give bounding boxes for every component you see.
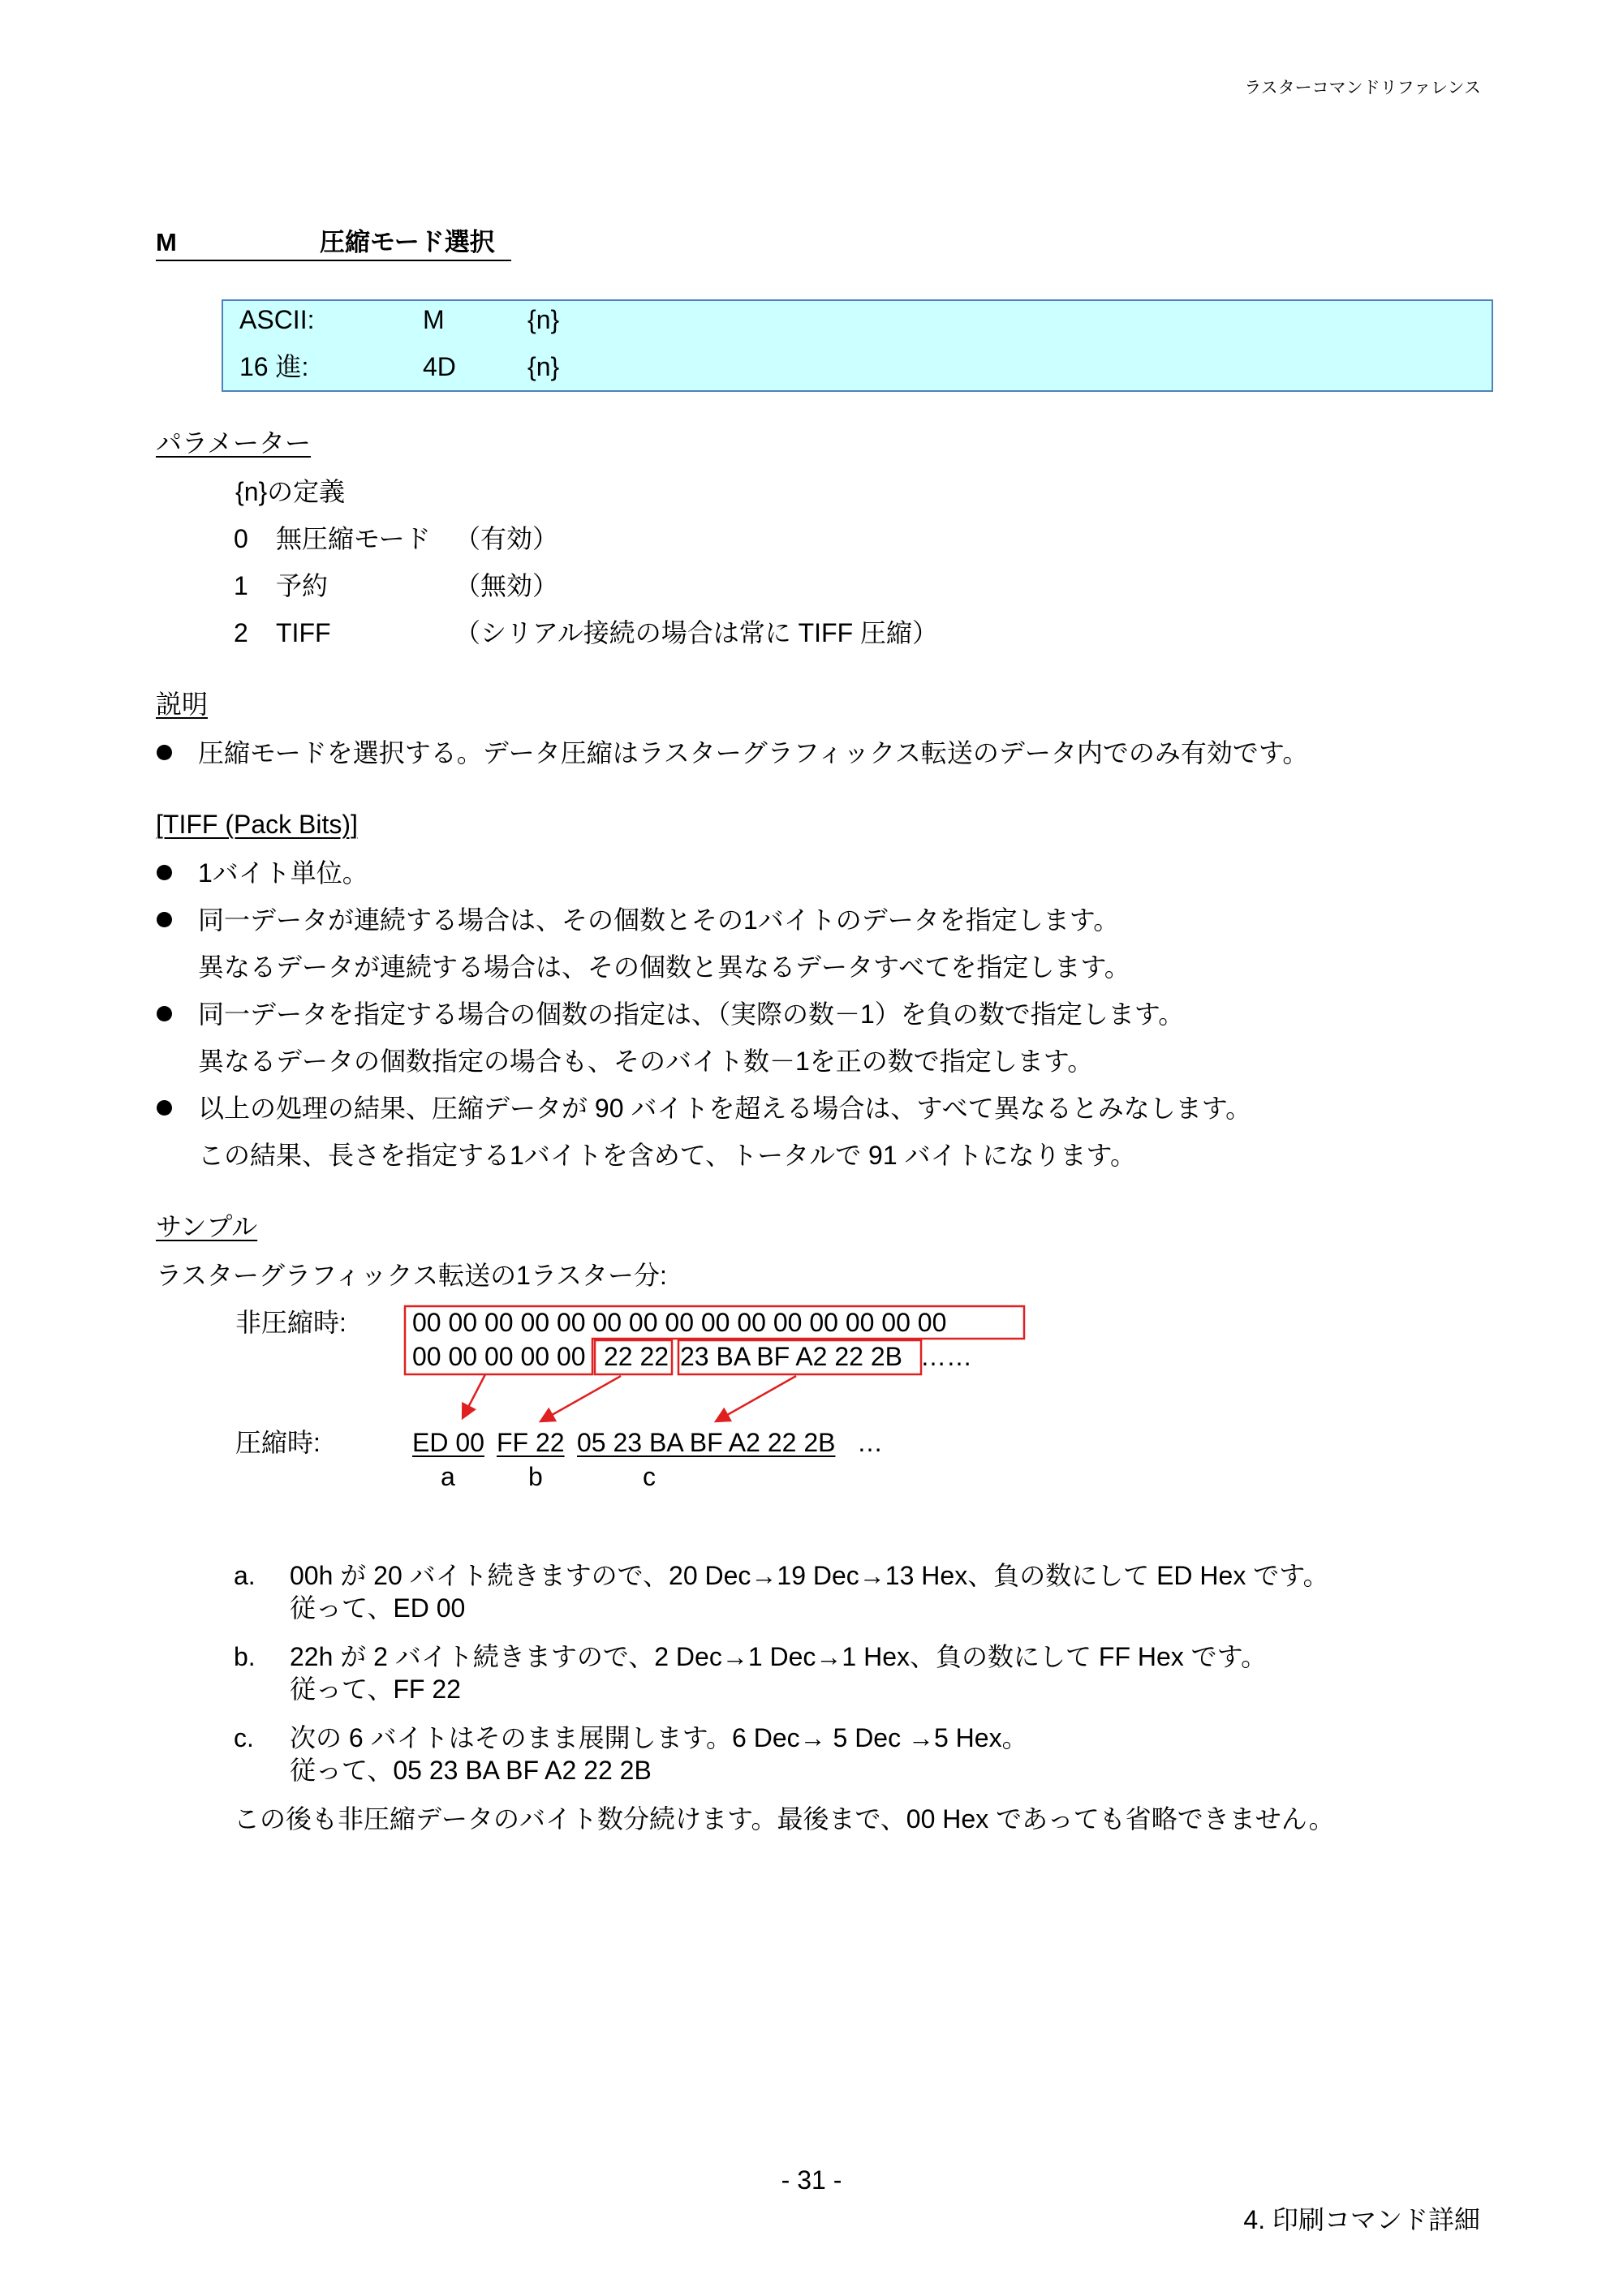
parameter-name: 予約 <box>276 571 329 600</box>
running-header: ラスターコマンドリファレンス <box>1244 79 1481 97</box>
tiff-bullet-text: この結果、長さを指定する1バイトを含めて、トータルで 91 バイトになります。 <box>198 1141 1136 1170</box>
ascii-label: ASCII: <box>239 305 315 334</box>
explanation-result: 従って、05 23 BA BF A2 22 2B <box>290 1756 652 1785</box>
description-text: 圧縮モードを選択する。データ圧縮はラスターグラフィックス転送のデータ内でのみ有効です。 <box>198 738 1309 767</box>
tiff-bullet-text: 異なるデータの個数指定の場合も、そのバイト数－1を正の数で指定します。 <box>198 1047 1094 1076</box>
command-code: M <box>156 228 177 256</box>
page-number: - 31 - <box>781 2165 842 2195</box>
bullet-icon <box>157 865 172 880</box>
parameter-note: （無効） <box>454 571 559 600</box>
arrow-to-a <box>463 1374 485 1418</box>
explanation-marker: c. <box>234 1723 254 1752</box>
uncompressed-zero-run: 00 00 00 00 00 <box>412 1342 586 1371</box>
arrow-to-c <box>716 1376 796 1421</box>
explanation-marker: b. <box>234 1642 256 1671</box>
parameter-note: （有効） <box>454 524 559 553</box>
parameter-value: 2 <box>234 618 248 647</box>
uncompressed-ellipsis: …… <box>920 1342 972 1371</box>
uncompressed-repeat-run: 22 22 <box>604 1342 669 1371</box>
explanation-text: 次の 6 バイトはそのまま展開します。6 Dec→ 5 Dec →5 Hex。 <box>290 1723 1028 1752</box>
tag-b: b <box>528 1462 543 1491</box>
tiff-bullet-text: 同一データを指定する場合の個数の指定は、（実際の数－1）を負の数で指定します。 <box>198 1000 1185 1029</box>
command-name: 圧縮モード選択 <box>320 228 495 256</box>
compressed-c: 05 23 BA BF A2 22 2B <box>577 1428 836 1457</box>
tiff-bullet-text: 1バイト単位。 <box>198 858 368 888</box>
tiff-bullet-text: 以上の処理の結果、圧縮データが 90 バイトを超える場合は、すべて異なるとみなします。 <box>198 1094 1252 1123</box>
sample-caption: ラスターグラフィックス転送の1ラスター分: <box>156 1261 667 1290</box>
parameter-value: 0 <box>234 524 248 553</box>
parameter-note: （シリアル接続の場合は常に TIFF 圧縮） <box>454 618 939 647</box>
ascii-param: {n} <box>527 305 560 334</box>
compressed-label: 圧縮時: <box>235 1428 321 1457</box>
hex-code: 4D <box>423 352 456 381</box>
command-syntax-box <box>222 299 1493 392</box>
explanation-marker: a. <box>234 1561 256 1590</box>
uncompressed-literal-run: 23 BA BF A2 22 2B <box>680 1342 902 1371</box>
section-heading <box>156 226 511 261</box>
uncompressed-label: 非圧縮時: <box>235 1308 347 1337</box>
tag-a: a <box>441 1462 455 1491</box>
bullet-icon <box>157 745 172 760</box>
bullet-icon <box>157 1006 172 1021</box>
parameter-name: TIFF <box>276 618 331 647</box>
explanation-text: 22h が 2 バイト続きますので、2 Dec→1 Dec→1 Hex、負の数にして FF Hex です。 <box>290 1642 1268 1671</box>
chapter-footer: 4. 印刷コマンド詳細 <box>1243 2205 1480 2234</box>
parameter-name: 無圧縮モード <box>276 524 431 553</box>
hex-label: 16 進: <box>239 352 309 381</box>
compressed-a: ED 00 <box>412 1428 484 1457</box>
tiff-heading: [TIFF (Pack Bits)] <box>156 810 358 839</box>
tiff-bullet-text: 同一データが連続する場合は、その個数とその1バイトのデータを指定します。 <box>198 905 1120 935</box>
explanation-result: 従って、ED 00 <box>290 1593 466 1623</box>
closing-note: この後も非圧縮データのバイト数分続けます。最後まで、00 Hex であっても省略できません。 <box>234 1804 1335 1834</box>
explanation-text: 00h が 20 バイト続きますので、20 Dec→19 Dec→13 Hex、負の数にして ED Hex です。 <box>290 1561 1329 1590</box>
parameters-heading: パラメーター <box>156 428 312 458</box>
compressed-b: FF 22 <box>497 1428 565 1457</box>
hex-param: {n} <box>527 352 560 381</box>
uncompressed-line-1: 00 00 00 00 00 00 00 00 00 00 00 00 00 00 00 <box>412 1308 947 1337</box>
bullet-icon <box>157 1100 172 1116</box>
parameter-value: 1 <box>234 571 248 600</box>
sample-heading: サンプル <box>156 1212 258 1241</box>
parameter-definition-title: {n}の定義 <box>235 477 346 506</box>
ascii-code: M <box>423 305 445 334</box>
arrow-to-b <box>540 1376 621 1421</box>
tag-c: c <box>643 1462 656 1491</box>
tiff-bullet-text: 異なるデータが連続する場合は、その個数と異なるデータすべてを指定します。 <box>198 952 1130 982</box>
description-heading: 説明 <box>156 690 209 719</box>
explanation-result: 従って、FF 22 <box>290 1675 461 1704</box>
compressed-ellipsis: … <box>857 1428 883 1457</box>
bullet-icon <box>157 912 172 927</box>
